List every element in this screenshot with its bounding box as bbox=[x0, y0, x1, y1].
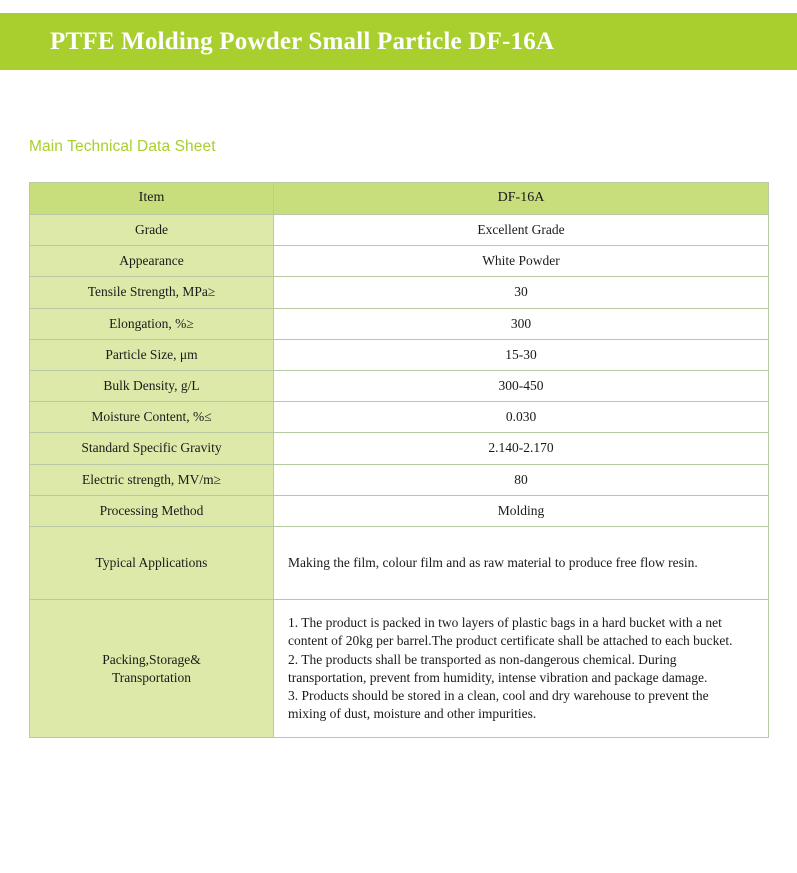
row-label-particle-size: Particle Size, μm bbox=[30, 339, 274, 370]
technical-data-table bbox=[29, 182, 769, 738]
row-value-moisture-content: 0.030 bbox=[274, 402, 769, 433]
table-row bbox=[30, 246, 769, 277]
page-title: PTFE Molding Powder Small Particle DF-16A bbox=[50, 27, 555, 55]
table-row bbox=[30, 402, 769, 433]
row-value-typical-applications: Making the film, colour film and as raw material to produce free flow resin. bbox=[274, 527, 769, 600]
row-value-processing-method: Molding bbox=[274, 495, 769, 526]
table-row bbox=[30, 433, 769, 464]
packing-text-line-4: transportation, prevent from humidity, intense vibration and package damage. bbox=[288, 669, 708, 685]
packing-text-line-2: content of 20kg per barrel.The product certificate shall be attached to each bucket. bbox=[288, 633, 733, 649]
row-label-processing-method: Processing Method bbox=[30, 495, 274, 526]
row-value-particle-size: 15-30 bbox=[274, 339, 769, 370]
header-banner bbox=[0, 13, 797, 70]
row-value-electric-strength: 80 bbox=[274, 464, 769, 495]
packing-text-line-1: 1. The product is packed in two layers of plastic bags in a hard bucket with a net bbox=[288, 615, 722, 631]
packing-text-line-6: mixing of dust, moisture and other impurities. bbox=[288, 706, 537, 722]
row-value-appearance: White Powder bbox=[274, 246, 769, 277]
table-header-row bbox=[30, 183, 769, 215]
row-label-appearance: Appearance bbox=[30, 246, 274, 277]
table-row bbox=[30, 214, 769, 245]
row-label-bulk-density: Bulk Density, g/L bbox=[30, 370, 274, 401]
table-row bbox=[30, 277, 769, 308]
table-row-applications bbox=[30, 527, 769, 600]
row-label-specific-gravity: Standard Specific Gravity bbox=[30, 433, 274, 464]
row-label-typical-applications: Typical Applications bbox=[30, 527, 274, 600]
table-row bbox=[30, 495, 769, 526]
table-header-value: DF-16A bbox=[274, 183, 769, 215]
row-value-grade: Excellent Grade bbox=[274, 214, 769, 245]
row-label-tensile-strength: Tensile Strength, MPa≥ bbox=[30, 277, 274, 308]
row-label-packing-storage-transportation bbox=[30, 600, 274, 738]
section-heading: Main Technical Data Sheet bbox=[29, 138, 216, 155]
row-label-moisture-content: Moisture Content, %≤ bbox=[30, 402, 274, 433]
table-row-packing bbox=[30, 600, 769, 738]
row-label-electric-strength: Electric strength, MV/m≥ bbox=[30, 464, 274, 495]
packing-text-line-3: 2. The products shall be transported as non-dangerous chemical. During bbox=[288, 651, 677, 667]
row-value-elongation: 300 bbox=[274, 308, 769, 339]
table-row bbox=[30, 308, 769, 339]
table-row bbox=[30, 339, 769, 370]
row-value-bulk-density: 300-450 bbox=[274, 370, 769, 401]
row-label-elongation: Elongation, %≥ bbox=[30, 308, 274, 339]
table-row bbox=[30, 370, 769, 401]
packing-label-line-1: Packing,Storage& bbox=[102, 651, 201, 667]
row-value-specific-gravity: 2.140-2.170 bbox=[274, 433, 769, 464]
row-value-packing-storage-transportation bbox=[274, 600, 769, 738]
table-header-item: Item bbox=[30, 183, 274, 215]
row-label-grade: Grade bbox=[30, 214, 274, 245]
packing-text-line-5: 3. Products should be stored in a clean, cool and dry warehouse to prevent the bbox=[288, 687, 709, 703]
packing-label-line-2: Transportation bbox=[111, 669, 191, 685]
table-row bbox=[30, 464, 769, 495]
row-value-tensile-strength: 30 bbox=[274, 277, 769, 308]
